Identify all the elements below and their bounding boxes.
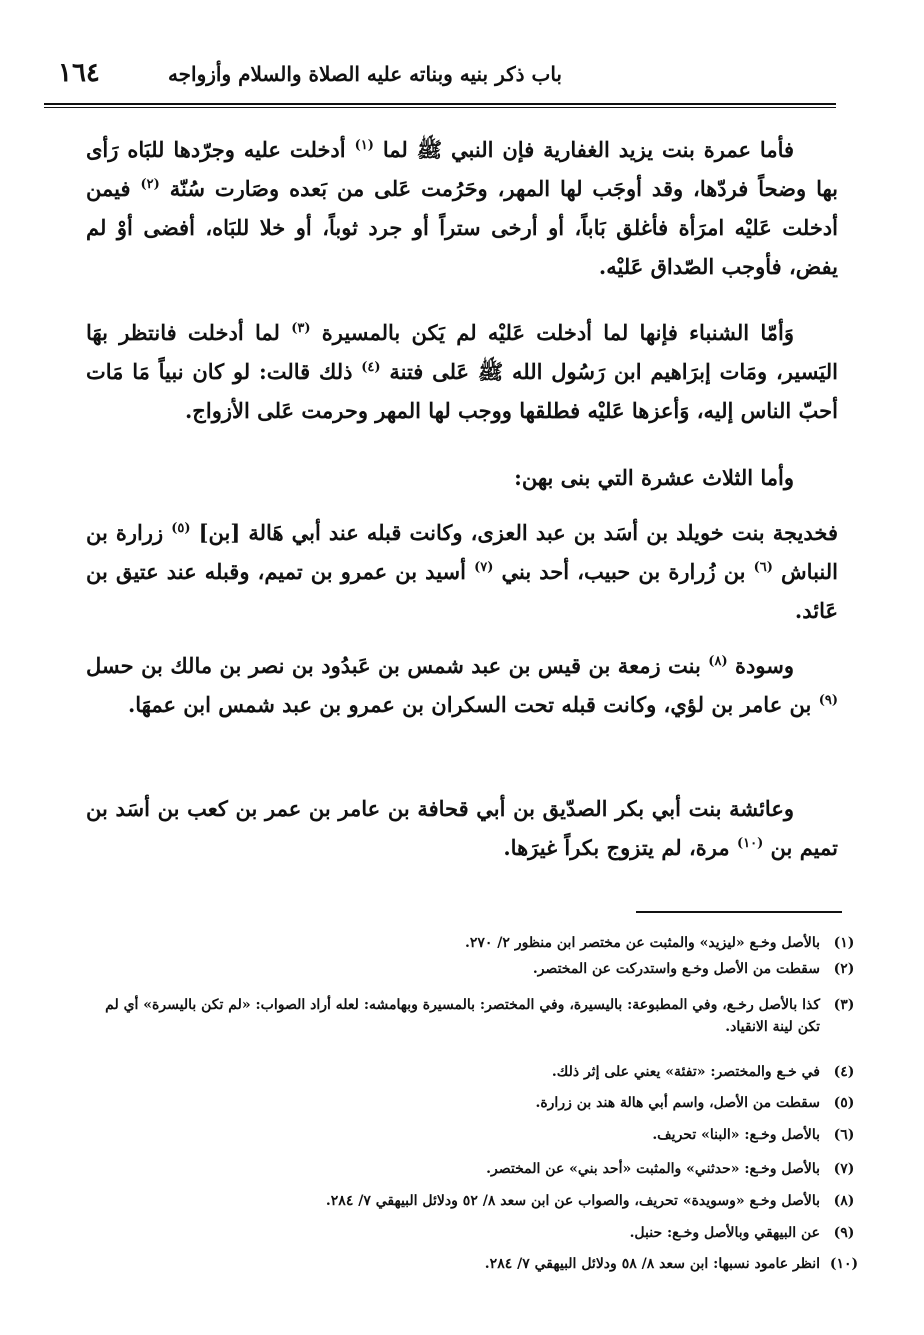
paragraph-amra <box>86 130 838 286</box>
footnote-ref[interactable]: (٢) <box>140 177 160 192</box>
header-rule-thin <box>44 107 836 108</box>
text-segment: فأما عمرة بنت يزيد الغفارية فإن النبي ﷺ لما <box>382 137 795 162</box>
footnote-text: بالأصل وخـع «وسويدة» تحريف، والصواب عن ابن سعد ٨/ ٥٢ ودلائل البيهقي ٧/ ٢٨٤. <box>325 1193 820 1209</box>
text-segment: وعائشة بنت أبي بكر الصدّيق بن أبي قحافة بن عامر بن عمر بن كعب بن أسَد بن تميم بن <box>86 796 838 860</box>
footnote-ref[interactable]: (٩) <box>818 693 838 708</box>
text-segment: مرة، لم يتزوج بكراً غيرَها. <box>503 835 730 860</box>
footnote-text: سقطت من الأصل وخـع واستدركت عن المختصر. <box>532 961 820 977</box>
text-segment: وَأمّا الشنباء فإنها لما أدخلت عَليْه لم يَكن بالمسيرة <box>321 320 795 345</box>
text-segment: بنت زمعة بن قيس بن عبد شمس بن عَبدُود بن نصر بن مالك بن حسل <box>86 653 701 678</box>
footnote-number: (١) <box>833 935 855 951</box>
text-segment: أدخلت عليه وجرّدها للبَاه رَأى بها وضحاً فردّها، وقد أوجَب لها المهر، وحَرُمت عَلى من بَعده وصَارت سُنّة <box>86 137 839 201</box>
text-segment: فخديجة بنت خويلد بن أسَد بن عبد العزى، وكانت قبله عند أبي هَالة [بن] <box>198 520 839 545</box>
footnote-text: كذا بالأصل رخـع، وفي المطبوعة: باليسيرة، وفي المختصر: بالمسيرة وبهامشه: لعله أراد الصواب: «لم تكن باليسرة» أي لم تكن لينة الانقياد. <box>105 997 820 1035</box>
footnote-ref[interactable]: (٥) <box>171 521 191 536</box>
header-rule <box>44 103 836 105</box>
text-segment: بن عامر بن لؤي، وكانت قبله تحت السكران بن عمرو بن عبد شمس ابن عمهَا. <box>127 692 812 717</box>
text-segment: فيمن أدخلت عَليْه امرَأة فأغلق بَاباً، أو أرخى ستراً أو جرد ثوباً، أو خلا للبَاه، أفضى أوْ لم يفض، فأوجب الصّداق عَليْه. <box>86 176 838 279</box>
footnote-number: (٧) <box>833 1161 855 1177</box>
footnote-ref[interactable]: (١٠) <box>736 836 764 851</box>
footnote <box>80 1061 855 1083</box>
footnote-number: (٣) <box>833 997 855 1013</box>
paragraph-khadija <box>86 513 838 630</box>
text-segment: ذلك قالت: لو كان نبياً مَا مَات أحبّ الناس إليه، وَأعزها عَليْه فطلقها ووجب لها المهر وحرمت عَلى الأزواج. <box>86 359 838 423</box>
footnote <box>80 994 855 1038</box>
footnote-text: في خـع والمختصر: «تفئة» يعني على إثر ذلك. <box>551 1064 820 1080</box>
footnote-text: انظر عامود نسبها: ابن سعد ٨/ ٥٨ ودلائل البيهقي ٧/ ٢٨٤. <box>484 1256 820 1272</box>
footnote <box>80 1222 855 1244</box>
footnote <box>80 932 855 954</box>
paragraph-shanba <box>86 313 838 430</box>
footnote-ref[interactable]: (٣) <box>291 321 311 336</box>
page-number: ١٦٤ <box>58 58 100 88</box>
footnote-number: (٦) <box>833 1127 855 1143</box>
footnote-text: عن البيهقي وبالأصل وخـع: حنبل. <box>629 1225 820 1241</box>
paragraph-aisha <box>86 789 838 867</box>
footnote-number: (٥) <box>833 1095 855 1111</box>
footnote-ref[interactable]: (٨) <box>708 654 728 669</box>
footnote-number: (٤) <box>833 1064 855 1080</box>
footnote-ref[interactable]: (٧) <box>474 560 494 575</box>
footnote-number: (٨) <box>833 1193 855 1209</box>
text-segment: وأما الثلاث عشرة التي بنى بهن: <box>514 465 794 490</box>
paragraph-thirteen <box>86 458 838 497</box>
footnote-number: (٩) <box>833 1225 855 1241</box>
text-segment: زرارة بن النباش <box>86 520 838 584</box>
footnote-ref[interactable]: (٤) <box>361 360 381 375</box>
running-header-title: باب ذكر بنيه وبناته عليه الصلاة والسلام وأزواجه <box>167 62 562 86</box>
text-segment: أسيد بن عمرو بن تميم، وقبله عند عتيق بن عَائد. <box>86 559 838 623</box>
footnote-text: بالأصل وخـع: «حدثني» والمثبت «أحد بني» عن المختصر. <box>486 1161 820 1177</box>
footnote <box>80 1190 855 1212</box>
text-segment: بن زُرارة بن حبيب، أحد بني <box>501 559 746 584</box>
footnote <box>80 1092 855 1114</box>
text-segment: لما أدخلت فانتظر بهَا اليَسير، ومَات إبرَاهيم ابن رَسُول الله ﷺ عَلى فتنة <box>86 320 838 384</box>
footnote-text: بالأصل وخـع: «البنا» تحريف. <box>652 1127 820 1143</box>
footnote-separator <box>636 911 842 913</box>
footnote-text: سقطت من الأصل، واسم أبي هالة هند بن زرارة. <box>535 1095 820 1111</box>
footnote <box>80 1158 855 1180</box>
footnote-number: (٢) <box>833 961 855 977</box>
footnote <box>80 1253 859 1275</box>
footnote <box>80 1124 855 1146</box>
footnote-ref[interactable]: (١) <box>354 138 374 153</box>
text-segment: وسودة <box>735 653 794 678</box>
paragraph-sawda <box>86 646 838 724</box>
footnote-ref[interactable]: (٦) <box>753 560 773 575</box>
footnote-text: بالأصل وخـع «ليزيد» والمثبت عن مختصر ابن منظور ٢/ ٢٧٠. <box>464 935 820 951</box>
footnote <box>80 958 855 980</box>
footnote-number: (١٠) <box>829 1256 859 1272</box>
